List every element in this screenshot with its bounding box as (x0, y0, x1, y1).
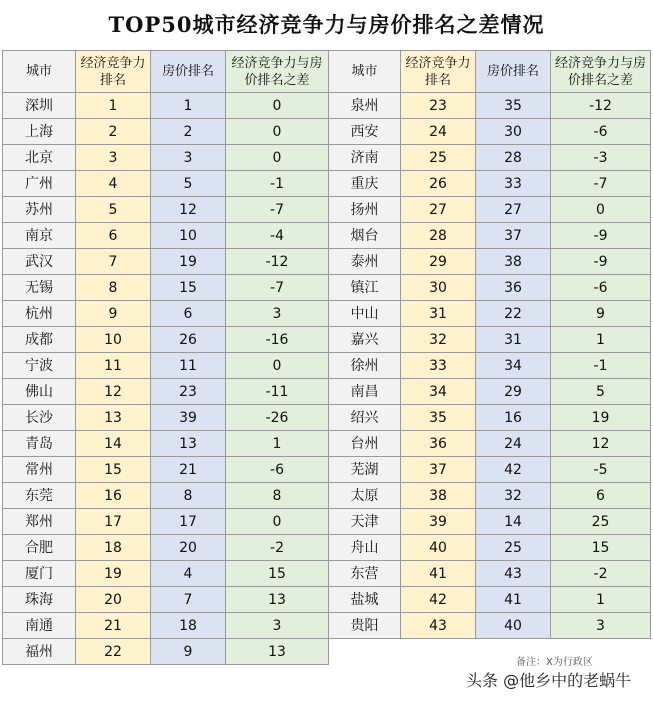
cell-price-rank: 25 (476, 535, 551, 561)
cell-rank-diff: 0 (551, 197, 651, 223)
cell-city: 常州 (3, 457, 76, 483)
footer-note: 备注：X为行政区 (516, 657, 593, 668)
table-row (3, 327, 651, 353)
table-row (3, 275, 651, 301)
cell-rank-diff: 1 (551, 327, 651, 353)
table-row (3, 405, 651, 431)
footer (466, 657, 652, 698)
cell-rank-diff: -7 (226, 275, 329, 301)
cell-price-rank: 2 (151, 119, 226, 145)
cell-price-rank: 39 (151, 405, 226, 431)
cell-price-rank: 5 (151, 171, 226, 197)
cell-city: 合肥 (3, 535, 76, 561)
cell-price-rank: 30 (476, 119, 551, 145)
cell-price-rank: 28 (476, 145, 551, 171)
header-city-right: 城市 (329, 51, 401, 93)
page-title: TOP50城市经济竞争力与房价排名之差情况 (108, 12, 545, 37)
cell-rank-diff: -7 (551, 171, 651, 197)
cell-econ-rank: 10 (76, 327, 151, 353)
cell-rank-diff: 13 (226, 639, 329, 665)
cell-econ-rank: 15 (76, 457, 151, 483)
cell-city: 佛山 (3, 379, 76, 405)
cell-price-rank: 27 (476, 197, 551, 223)
header-econ-rank-left: 经济竞争力排名 (76, 51, 151, 93)
cell-price-rank: 17 (151, 509, 226, 535)
table-body (3, 93, 651, 665)
cell-econ-rank: 36 (401, 431, 476, 457)
cell-city: 盐城 (329, 587, 401, 613)
cell-price-rank: 23 (151, 379, 226, 405)
cell-econ-rank: 19 (76, 561, 151, 587)
cell-econ-rank: 26 (401, 171, 476, 197)
cell-econ-rank: 41 (401, 561, 476, 587)
cell-city: 长沙 (3, 405, 76, 431)
cell-city: 成都 (3, 327, 76, 353)
cell-price-rank: 29 (476, 379, 551, 405)
cell-econ-rank: 13 (76, 405, 151, 431)
cell-city: 泰州 (329, 249, 401, 275)
cell-city: 济南 (329, 145, 401, 171)
cell-rank-diff: 19 (551, 405, 651, 431)
cell-city: 贵阳 (329, 613, 401, 639)
cell-econ-rank: 23 (401, 93, 476, 119)
cell-econ-rank: 33 (401, 353, 476, 379)
cell-econ-rank: 18 (76, 535, 151, 561)
cell-rank-diff: -26 (226, 405, 329, 431)
cell-city: 苏州 (3, 197, 76, 223)
cell-price-rank: 21 (151, 457, 226, 483)
cell-econ-rank: 43 (401, 613, 476, 639)
cell-price-rank: 6 (151, 301, 226, 327)
cell-city: 太原 (329, 483, 401, 509)
cell-price-rank: 34 (476, 353, 551, 379)
cell-price-rank: 12 (151, 197, 226, 223)
cell-econ-rank: 3 (76, 145, 151, 171)
cell-econ-rank: 38 (401, 483, 476, 509)
cell-econ-rank: 31 (401, 301, 476, 327)
cell-econ-rank: 22 (76, 639, 151, 665)
cell-rank-diff: -7 (226, 197, 329, 223)
cell-rank-diff: 3 (226, 613, 329, 639)
empty-cell (401, 639, 476, 665)
cell-price-rank: 35 (476, 93, 551, 119)
cell-rank-diff: -4 (226, 223, 329, 249)
cell-rank-diff: -12 (551, 93, 651, 119)
cell-city: 扬州 (329, 197, 401, 223)
cell-city: 宁波 (3, 353, 76, 379)
cell-price-rank: 19 (151, 249, 226, 275)
cell-rank-diff: 1 (226, 431, 329, 457)
cell-city: 福州 (3, 639, 76, 665)
cell-city: 泉州 (329, 93, 401, 119)
header-city-left: 城市 (3, 51, 76, 93)
cell-rank-diff: -9 (551, 223, 651, 249)
cell-econ-rank: 17 (76, 509, 151, 535)
cell-econ-rank: 21 (76, 613, 151, 639)
cell-price-rank: 36 (476, 275, 551, 301)
cell-econ-rank: 16 (76, 483, 151, 509)
cell-econ-rank: 7 (76, 249, 151, 275)
table-row (3, 145, 651, 171)
cell-rank-diff: -9 (551, 249, 651, 275)
cell-rank-diff: -1 (226, 171, 329, 197)
cell-rank-diff: 0 (226, 509, 329, 535)
cell-rank-diff: -6 (551, 119, 651, 145)
cell-price-rank: 4 (151, 561, 226, 587)
table-row (3, 223, 651, 249)
cell-city: 杭州 (3, 301, 76, 327)
empty-cell (329, 639, 401, 665)
table-row (3, 457, 651, 483)
cell-rank-diff: 0 (226, 119, 329, 145)
ranking-table (2, 50, 651, 665)
cell-rank-diff: -1 (551, 353, 651, 379)
cell-price-rank: 22 (476, 301, 551, 327)
cell-city: 东莞 (3, 483, 76, 509)
cell-price-rank: 16 (476, 405, 551, 431)
cell-city: 重庆 (329, 171, 401, 197)
cell-city: 深圳 (3, 93, 76, 119)
cell-econ-rank: 24 (401, 119, 476, 145)
cell-rank-diff: -11 (226, 379, 329, 405)
cell-rank-diff: 25 (551, 509, 651, 535)
cell-price-rank: 10 (151, 223, 226, 249)
header-row (3, 51, 651, 93)
cell-econ-rank: 29 (401, 249, 476, 275)
cell-city: 北京 (3, 145, 76, 171)
table-row (3, 587, 651, 613)
cell-city: 台州 (329, 431, 401, 457)
cell-rank-diff: 15 (226, 561, 329, 587)
cell-city: 厦门 (3, 561, 76, 587)
cell-econ-rank: 12 (76, 379, 151, 405)
cell-econ-rank: 20 (76, 587, 151, 613)
cell-rank-diff: 0 (226, 93, 329, 119)
cell-rank-diff: -2 (226, 535, 329, 561)
cell-rank-diff: 3 (551, 613, 651, 639)
cell-price-rank: 18 (151, 613, 226, 639)
cell-econ-rank: 30 (401, 275, 476, 301)
cell-econ-rank: 6 (76, 223, 151, 249)
cell-city: 镇江 (329, 275, 401, 301)
cell-econ-rank: 14 (76, 431, 151, 457)
cell-price-rank: 1 (151, 93, 226, 119)
cell-rank-diff: 8 (226, 483, 329, 509)
cell-rank-diff: 0 (226, 353, 329, 379)
cell-econ-rank: 8 (76, 275, 151, 301)
cell-price-rank: 40 (476, 613, 551, 639)
cell-city: 青岛 (3, 431, 76, 457)
cell-price-rank: 7 (151, 587, 226, 613)
cell-city: 天津 (329, 509, 401, 535)
cell-rank-diff: -16 (226, 327, 329, 353)
cell-price-rank: 13 (151, 431, 226, 457)
cell-price-rank: 32 (476, 483, 551, 509)
cell-price-rank: 14 (476, 509, 551, 535)
cell-econ-rank: 35 (401, 405, 476, 431)
cell-econ-rank: 1 (76, 93, 151, 119)
header-rank-diff-right: 经济竞争力与房价排名之差 (551, 51, 651, 93)
cell-econ-rank: 25 (401, 145, 476, 171)
cell-rank-diff: -5 (551, 457, 651, 483)
cell-rank-diff: -6 (226, 457, 329, 483)
cell-econ-rank: 28 (401, 223, 476, 249)
cell-city: 东营 (329, 561, 401, 587)
cell-city: 芜湖 (329, 457, 401, 483)
cell-price-rank: 20 (151, 535, 226, 561)
cell-econ-rank: 39 (401, 509, 476, 535)
cell-city: 郑州 (3, 509, 76, 535)
cell-econ-rank: 9 (76, 301, 151, 327)
cell-rank-diff: 15 (551, 535, 651, 561)
header-rank-diff-left: 经济竞争力与房价排名之差 (226, 51, 329, 93)
cell-econ-rank: 27 (401, 197, 476, 223)
cell-city: 舟山 (329, 535, 401, 561)
cell-rank-diff: -2 (551, 561, 651, 587)
table-row (3, 93, 651, 119)
cell-city: 广州 (3, 171, 76, 197)
cell-city: 南昌 (329, 379, 401, 405)
header-price-rank-right: 房价排名 (476, 51, 551, 93)
cell-city: 上海 (3, 119, 76, 145)
table-row (3, 119, 651, 145)
cell-rank-diff: -6 (551, 275, 651, 301)
cell-econ-rank: 11 (76, 353, 151, 379)
cell-rank-diff: 6 (551, 483, 651, 509)
cell-price-rank: 11 (151, 353, 226, 379)
cell-price-rank: 15 (151, 275, 226, 301)
table-row (3, 509, 651, 535)
cell-rank-diff: 3 (226, 301, 329, 327)
header-econ-rank-right: 经济竞争力排名 (401, 51, 476, 93)
cell-rank-diff: 12 (551, 431, 651, 457)
cell-econ-rank: 4 (76, 171, 151, 197)
table-row (3, 197, 651, 223)
cell-econ-rank: 5 (76, 197, 151, 223)
cell-econ-rank: 32 (401, 327, 476, 353)
cell-city: 南京 (3, 223, 76, 249)
table-row (3, 431, 651, 457)
cell-city: 西安 (329, 119, 401, 145)
cell-rank-diff: 9 (551, 301, 651, 327)
cell-price-rank: 42 (476, 457, 551, 483)
cell-rank-diff: 5 (551, 379, 651, 405)
cell-city: 徐州 (329, 353, 401, 379)
cell-city: 中山 (329, 301, 401, 327)
cell-price-rank: 24 (476, 431, 551, 457)
cell-price-rank: 9 (151, 639, 226, 665)
table-row (3, 301, 651, 327)
cell-price-rank: 8 (151, 483, 226, 509)
cell-city: 无锡 (3, 275, 76, 301)
cell-econ-rank: 34 (401, 379, 476, 405)
cell-price-rank: 33 (476, 171, 551, 197)
cell-price-rank: 43 (476, 561, 551, 587)
cell-rank-diff: 0 (226, 145, 329, 171)
table-row (3, 379, 651, 405)
cell-city: 绍兴 (329, 405, 401, 431)
cell-city: 烟台 (329, 223, 401, 249)
cell-city: 南通 (3, 613, 76, 639)
cell-rank-diff: -3 (551, 145, 651, 171)
cell-price-rank: 26 (151, 327, 226, 353)
cell-city: 嘉兴 (329, 327, 401, 353)
table-row (3, 613, 651, 639)
table-row (3, 353, 651, 379)
table-row (3, 483, 651, 509)
cell-price-rank: 37 (476, 223, 551, 249)
cell-econ-rank: 2 (76, 119, 151, 145)
cell-rank-diff: 13 (226, 587, 329, 613)
cell-price-rank: 31 (476, 327, 551, 353)
cell-rank-diff: -12 (226, 249, 329, 275)
cell-city: 珠海 (3, 587, 76, 613)
cell-econ-rank: 42 (401, 587, 476, 613)
table-row (3, 535, 651, 561)
cell-price-rank: 41 (476, 587, 551, 613)
cell-city: 武汉 (3, 249, 76, 275)
cell-price-rank: 3 (151, 145, 226, 171)
watermark: 头条 @他乡中的老蜗牛 (466, 671, 632, 690)
cell-price-rank: 38 (476, 249, 551, 275)
cell-rank-diff: 1 (551, 587, 651, 613)
table-row (3, 171, 651, 197)
header-price-rank-left: 房价排名 (151, 51, 226, 93)
table-row (3, 561, 651, 587)
cell-econ-rank: 37 (401, 457, 476, 483)
table-row (3, 249, 651, 275)
cell-econ-rank: 40 (401, 535, 476, 561)
